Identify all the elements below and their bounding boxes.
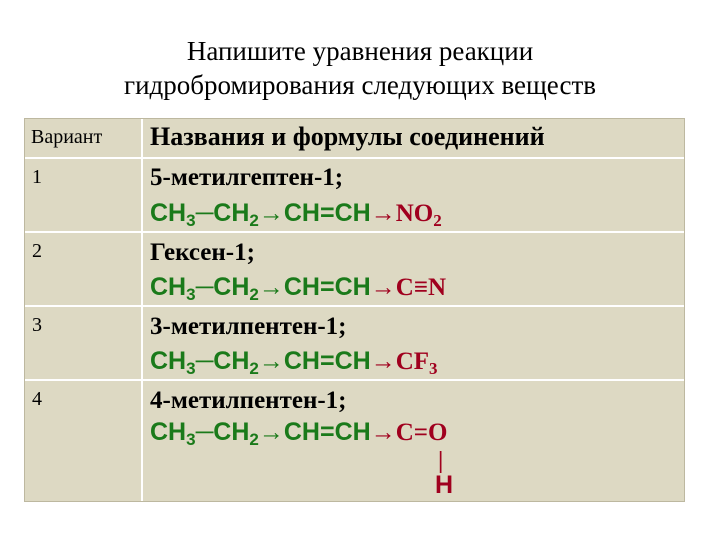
aldehyde-bond: | [438,448,444,474]
formula-part: →CH=CH [258,418,371,446]
functional-group: →C≡N [370,274,447,301]
row-4-number: 4 [32,388,42,410]
row-2-number: 2 [32,240,42,262]
formula-subscript: 2 [249,211,259,230]
row-divider [25,379,684,381]
row-2-formula [150,271,446,304]
formula-part: CH [150,347,187,375]
row-3-name: 3-метилпентен-1; [150,313,347,340]
title-line-1: Напишите уравнения реакции [186,36,534,66]
row-4-formula [150,416,447,449]
functional-group-subscript: 3 [429,359,438,378]
formula-subscript: 2 [249,430,259,449]
slide-title [0,34,720,102]
header-variant: Вариант [31,126,103,148]
formula-subscript: 3 [186,359,196,378]
aldehyde-hydrogen: H [435,471,454,499]
row-3-formula [150,345,438,378]
formula-part: ─CH [195,347,250,375]
row-1-name: 5-метилгептен-1; [150,164,344,191]
formula-part: ─CH [195,199,250,227]
header-names: Названия и формулы соединений [150,122,545,151]
formula-subscript: 2 [249,285,259,304]
formula-part: CH [150,418,187,446]
formula-subscript: 2 [249,359,259,378]
row-4-name: 4-метилпентен-1; [150,387,347,414]
row-3-number: 3 [32,314,42,336]
row-2-name: Гексен-1; [150,239,255,266]
formula-part: →CH=CH [258,347,371,375]
formula-subscript: 3 [186,211,196,230]
functional-group: →C=O [370,419,448,446]
formula-part: CH [150,199,187,227]
formula-subscript: 3 [186,430,196,449]
formula-part: ─CH [195,273,250,301]
formula-part: →CH=CH [258,273,371,301]
functional-group: →CF [370,348,430,375]
formula-part: CH [150,273,187,301]
row-divider [25,231,684,233]
variants-table [24,118,685,502]
row-divider [25,305,684,307]
title-line-2: гидробромирования следующих веществ [124,70,596,100]
row-divider [25,157,684,159]
column-divider [141,119,143,501]
formula-part: →CH=CH [258,199,371,227]
formula-part: ─CH [195,418,250,446]
functional-group-subscript: 2 [433,211,442,230]
functional-group: →NO [370,200,434,227]
row-1-number: 1 [32,166,42,188]
formula-subscript: 3 [186,285,196,304]
row-1-formula [150,197,442,230]
